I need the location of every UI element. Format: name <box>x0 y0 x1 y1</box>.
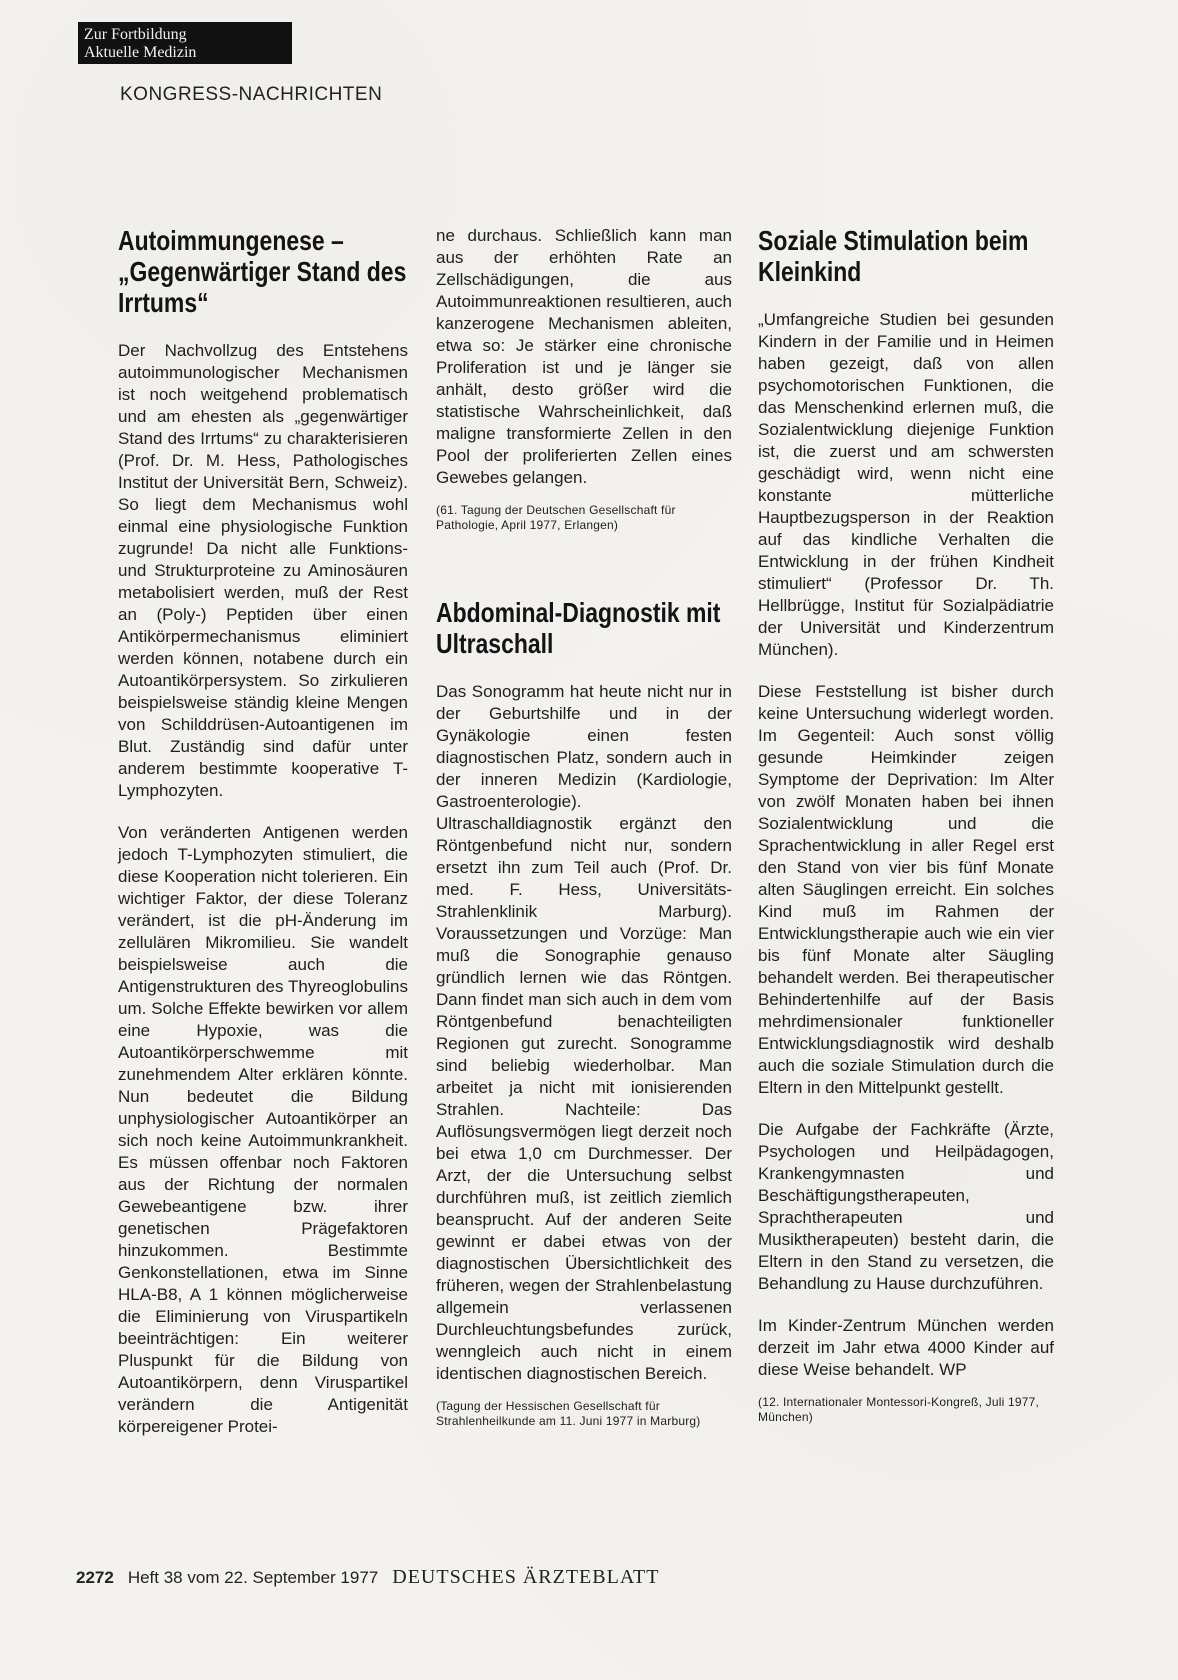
article-3-paragraph-1: „Umfangreiche Studien bei gesunden Kindern in der Familie und in Heimen haben gezeigt, daß von allen psychomotorischen Funktionen, die das Menschenkind erlernen muß, die Sozialentwicklung diejenige Funktion ist, die zuerst und am schwersten geschädigt wird, wenn nicht eine konstante mütterliche Hauptbezugsperson in der Reaktion auf das kindliche Verhalten die Entwicklung in der frühen Kindheit stimuliert“ (Professor Dr. Th. Hellbrügge, Institut für Sozialpädiatrie der Universität und Kinderzentrum München). <box>758 310 1054 659</box>
article-1-source: (61. Tagung der Deutschen Gesellschaft für Pathologie, April 1977, Erlangen) <box>436 503 676 532</box>
article-1-paragraph-3: ne durchaus. Schließlich kann man aus der erhöhten Rate an Zellschädigungen, die aus Autoimmunreaktionen resultieren, auch kanzerogene Mechanismen ableiten, etwa so: Je stärker eine chronische Proliferation ist und je länger sie anhält, desto größer wird die statistische Wahrscheinlichkeit, daß maligne transformierte Zellen in den Pool der proliferierten Zellen eines Gewebes gelangen. <box>436 226 732 487</box>
article-3-paragraph-3: Die Aufgabe der Fachkräfte (Ärzte, Psychologen und Heilpädagogen, Krankengymnasten und Beschäftigungstherapeuten, Sprachtherapeuten und Musiktherapeuten) besteht darin, die Eltern in den Stand zu versetzen, die Behandlung zu Hause durchzuführen. <box>758 1120 1054 1293</box>
issue-info: Heft 38 vom 22. September 1977 <box>127 1568 379 1587</box>
article-2-paragraph-1: Das Sonogramm hat heute nicht nur in der Geburtshilfe und in der Gynäkologie einen festen diagnostischen Platz, sondern auch in der inneren Medizin (Kardiologie, Gastroenterologie). Ultraschalldiagnostik ergänzt den Röntgenbefund nicht nur, sondern ersetzt ihn zum Teil auch (Prof. Dr. med. F. Hess, Universitäts-Strahlenklinik Marburg). Voraussetzungen und Vorzüge: Man muß die Sonographie genauso gründlich lernen wie das Röntgen. Dann findet man sich auch in dem vom Röntgenbefund benachteiligten Regionen gut zurecht. Sonogramme sind beliebig wiederholbar. Man arbeitet ja nicht mit ionisierenden Strahlen. Nachteile: Das Auflösungsvermögen liegt derzeit noch bei etwa 1,0 cm Durchmesser. Der Arzt, der die Untersuchung selbst durchführen muß, ist zeitlich ziemlich beansprucht. Auf der anderen Seite gewinnt er dabei etwas von der diagnostischen Übersichtlichkeit des früheren, wegen der Strahlenbelastung allgemein verlassenen Durchleuchtungsbefundes zurück, wenngleich auch nicht in einem identischen diagnostischen Bereich. <box>436 682 732 1383</box>
article-3-signature: WP <box>939 1360 967 1379</box>
article-1-paragraph-2: Von veränderten Antigenen werden jedoch T-Lymphozyten stimuliert, die diese Kooperation nicht tolerieren. Ein wichtiger Faktor, der diese Toleranz verändert, ist die pH-Änderung im zellulären Mikromilieu. Sie wandelt beispielsweise auch die Antigenstrukturen des Thyreoglobulins um. Solche Effekte bewirken vor allem eine Hypoxie, was die Autoantikörperschwemme mit zunehmendem Alter erklären könnte. Nun bedeutet die Bildung unphysiologischer Autoantikörper an sich noch keine Autoimmunkrankheit. Es müssen offenbar noch Faktoren aus der Richtung der normalen Gewebeantigene bzw. ihrer genetischen Prägefaktoren hinzukommen. Bestimmte Genkonstellationen, etwa im Sinne HLA-B8, A 1 können möglicherweise die Eliminierung von Viruspartikeln beeinträchtigen: Ein weiterer Pluspunkt für die Bildung von Autoantikörpern, denn Viruspartikel verändern die Antigenität körpereigener Protei- <box>118 823 408 1436</box>
column-3 <box>758 225 1054 1425</box>
badge-line-2: Aktuelle Medizin <box>84 44 197 61</box>
article-2-title: Abdominal-Diagnostik mit Ultraschall <box>436 597 721 659</box>
badge-line-1: Zur Fortbildung <box>84 26 187 43</box>
article-1-paragraph-1: Der Nachvollzug des Entstehens autoimmunologischer Mechanismen ist noch weitgehend problematisch und am ehesten als „gegenwärtiger Stand des Irrtums“ zu charakterisieren (Prof. Dr. M. Hess, Pathologisches Institut der Universität Bern, Schweiz). So liegt dem Mechanismus wohl einmal eine physiologische Funktion zugrunde! Da nicht alle Funktions- und Strukturproteine zu Aminosäuren metabolisiert werden, muß der Rest an (Poly-) Peptiden über einen Antikörpermechanismus eliminiert werden können, notabene durch ein Autoantikörpersystem. So zirkulieren beispielsweise ständig kleine Mengen von Schilddrüsen-Autoantigenen im Blut. Zuständig sind dafür unter anderem bestimmte kooperative T-Lymphozyten. <box>118 341 408 800</box>
section-badge <box>78 22 292 64</box>
column-1 <box>118 225 408 1458</box>
page-footer <box>76 1566 659 1589</box>
article-1-title: Autoimmungenese – „Gegenwärtiger Stand des Irrtums“ <box>118 225 407 318</box>
section-label: KONGRESS-NACHRICHTEN <box>120 84 383 105</box>
article-3-paragraph-2: Diese Feststellung ist bisher durch keine Untersuchung widerlegt worden. Im Gegenteil: Auch sonst völlig gesunde Heimkinder zeigen Symptome der Deprivation: Im Alter von zwölf Monaten haben bei ihnen Sozialentwicklung und die Sprachentwicklung in aller Regel erst den Stand von vier bis fünf Monate alten Säuglingen erreicht. Ein solches Kind muß im Rahmen der Entwicklungstherapie auch wie ein vier bis fünf Monate alter Säugling behandelt werden. Bei therapeutischer Behindertenhilfe auf der Basis mehrdimensionaler funktioneller Entwicklungsdiagnostik wird deshalb auch die soziale Stimulation durch die Eltern in den Mittelpunkt gestellt. <box>758 682 1054 1097</box>
article-3-paragraph-4 <box>758 1315 1054 1381</box>
page-number: 2272 <box>76 1568 114 1587</box>
column-2 <box>436 225 732 1429</box>
article-3-source: (12. Internationaler Montessori-Kongreß, Juli 1977, München) <box>758 1395 1040 1424</box>
article-2-source: (Tagung der Hessischen Gesellschaft für Strahlenheilkunde am 11. Juni 1977 in Marburg) <box>436 1399 701 1428</box>
article-3-paragraph-4-text: Im Kinder-Zentrum München werden derzeit im Jahr etwa 4000 Kinder auf diese Weise behandelt. <box>758 1316 1054 1379</box>
article-3-title: Soziale Stimulation beim Kleinkind <box>758 225 1029 287</box>
journal-name: DEUTSCHES ÄRZTEBLATT <box>392 1566 660 1588</box>
